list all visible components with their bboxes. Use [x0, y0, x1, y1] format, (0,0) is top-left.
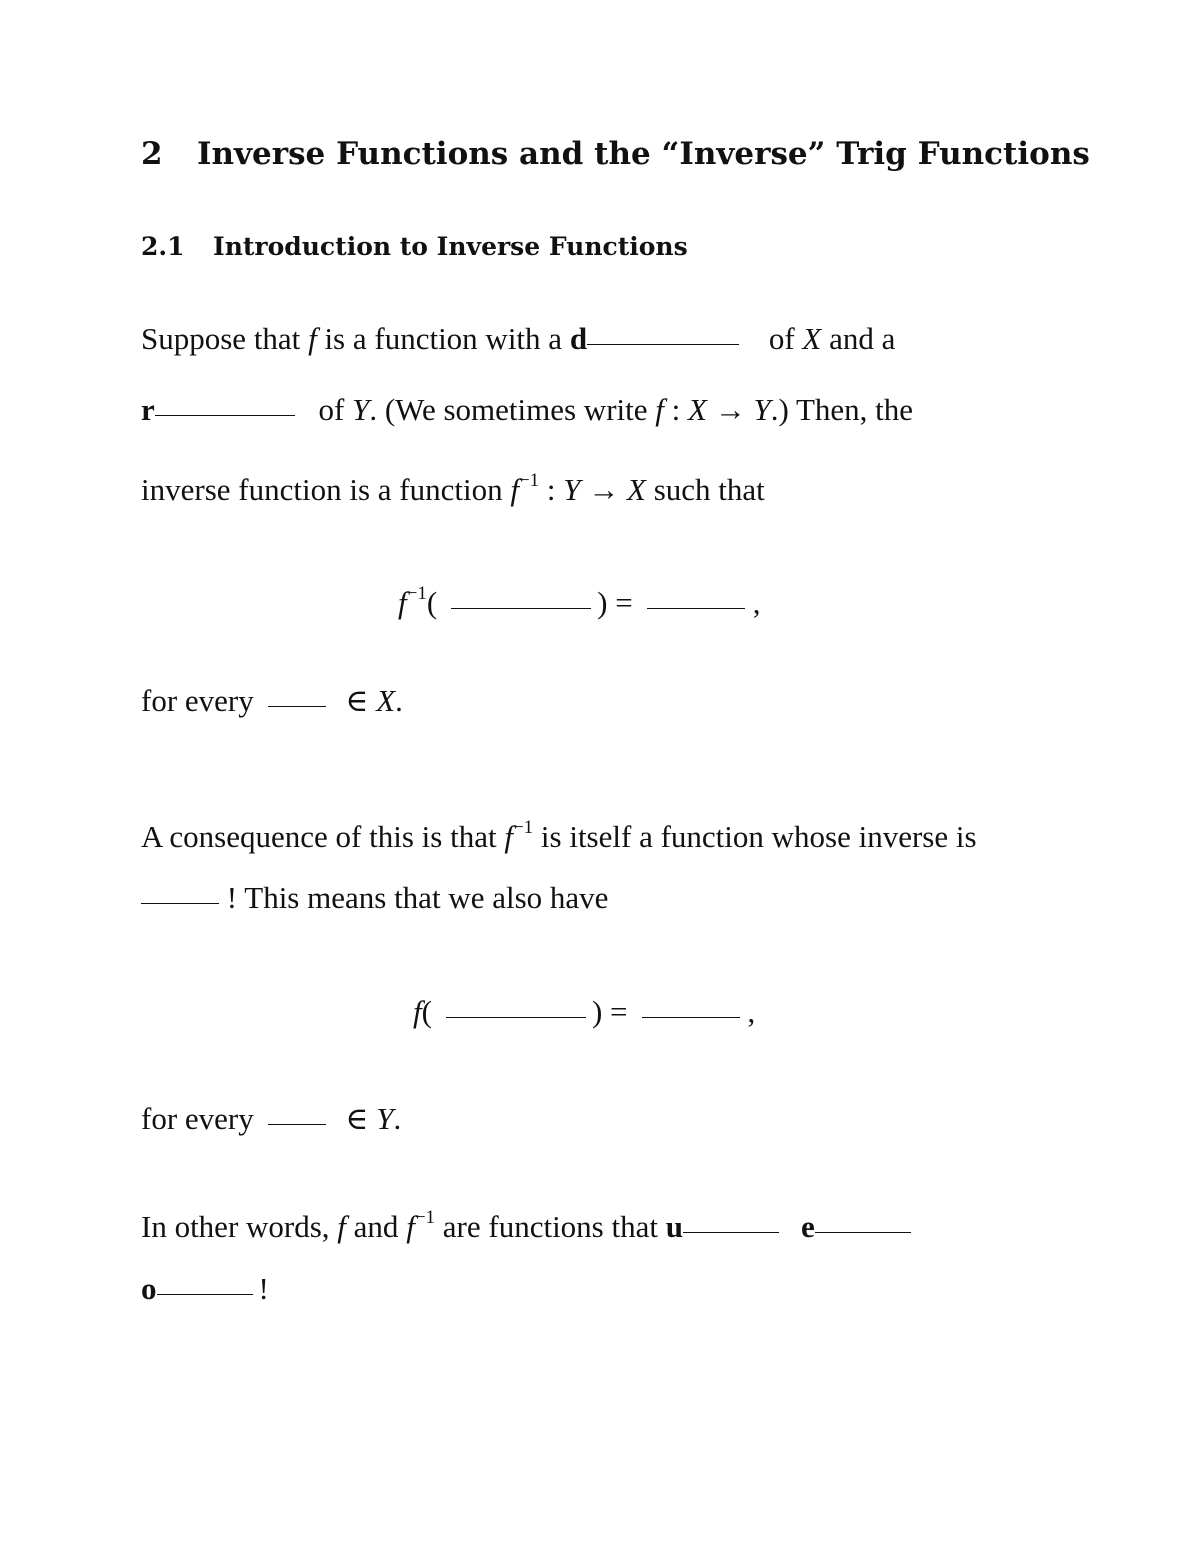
math-Y: Y	[753, 392, 771, 427]
text: A consequence of this is that	[141, 819, 505, 854]
paragraph-1-line-3	[141, 461, 765, 510]
paragraph-3-line-2	[141, 1269, 269, 1309]
math-Y: Y	[376, 1101, 394, 1136]
math-f: f	[398, 585, 407, 620]
blank-range	[155, 414, 295, 416]
text: of	[761, 321, 803, 356]
text: is itself a function whose inverse is	[533, 819, 977, 854]
text: and	[345, 1209, 407, 1244]
exclamation: !	[258, 1271, 269, 1306]
section-heading	[141, 134, 1090, 174]
element-of-symbol: ∈	[345, 1101, 377, 1136]
paragraph-1-line-2	[141, 390, 913, 430]
close-paren-equals: ) =	[591, 994, 628, 1029]
blank-undo	[683, 1231, 779, 1233]
subsection-number: 2.1	[141, 232, 185, 261]
hint-letter-d: d	[569, 321, 588, 356]
blank-inverse-of-inverse	[141, 902, 219, 904]
math-f: f	[308, 321, 317, 356]
hint-letter-r: r	[141, 392, 155, 427]
text: are functions that	[435, 1209, 666, 1244]
blank-each	[815, 1231, 911, 1233]
open-paren: (	[426, 585, 438, 620]
math-X: X	[627, 472, 646, 507]
period: .	[395, 683, 403, 718]
math-X: X	[802, 321, 822, 356]
section-number: 2	[141, 136, 163, 172]
paragraph-2-line-2	[141, 878, 608, 918]
subsection-heading	[141, 230, 688, 264]
arrow-symbol: →	[706, 392, 754, 427]
blank-eq1-output	[647, 607, 745, 609]
text: Suppose that	[141, 321, 309, 356]
text: is a function with a	[316, 321, 570, 356]
text: such that	[645, 472, 765, 507]
period: .	[393, 1101, 402, 1136]
blank-eq2-input	[446, 1016, 586, 1018]
text: for every	[141, 683, 262, 718]
math-Y: Y	[352, 392, 370, 427]
math-f: f	[510, 472, 519, 507]
equation-1	[398, 574, 760, 623]
math-f: f	[504, 819, 513, 854]
blank-for-every-y	[268, 1123, 326, 1125]
comma: ,	[752, 585, 761, 620]
text: and a	[821, 321, 896, 356]
hint-letter-o: o	[141, 1271, 157, 1306]
blank-for-every-x	[268, 705, 326, 707]
text: .) Then, the	[770, 392, 914, 427]
text: :	[539, 472, 564, 507]
hint-letter-e: e	[800, 1209, 815, 1244]
blank-eq2-output	[642, 1016, 740, 1018]
text: inverse function is a function	[141, 472, 511, 507]
paragraph-3-line-1	[141, 1198, 911, 1247]
text: for every	[141, 1101, 262, 1136]
superscript-inverse: −1	[414, 1207, 436, 1228]
for-every-line-1	[141, 681, 403, 721]
hint-letter-u: u	[665, 1209, 683, 1244]
blank-eq1-input	[451, 607, 591, 609]
equation-2	[413, 992, 755, 1032]
superscript-inverse: −1	[512, 817, 534, 838]
blank-domain	[587, 343, 739, 345]
superscript-inverse: −1	[406, 583, 427, 604]
superscript-inverse: −1	[518, 470, 540, 491]
subsection-title: Introduction to Inverse Functions	[213, 232, 688, 261]
close-paren-equals: ) =	[597, 585, 633, 620]
paragraph-1-line-1	[141, 319, 895, 359]
element-of-symbol: ∈	[345, 683, 377, 718]
section-title: Inverse Functions and the “Inverse” Trig Functions	[197, 136, 1090, 172]
blank-other	[157, 1293, 253, 1295]
math-X: X	[376, 683, 396, 718]
math-Y: Y	[563, 472, 581, 507]
arrow-symbol: →	[580, 472, 628, 507]
math-X: X	[688, 392, 707, 427]
text: In other words,	[141, 1209, 338, 1244]
text: of	[310, 392, 353, 427]
for-every-line-2	[141, 1099, 401, 1139]
comma: ,	[747, 994, 756, 1029]
math-f: f	[655, 392, 664, 427]
math-f: f	[337, 1209, 346, 1244]
math-f: f	[406, 1209, 415, 1244]
text: :	[663, 392, 688, 427]
text: . (We sometimes write	[369, 392, 656, 427]
text: ! This means that we also have	[219, 880, 609, 915]
math-f: f	[413, 994, 422, 1029]
paragraph-2-line-1	[141, 808, 977, 857]
open-paren: (	[421, 994, 432, 1029]
